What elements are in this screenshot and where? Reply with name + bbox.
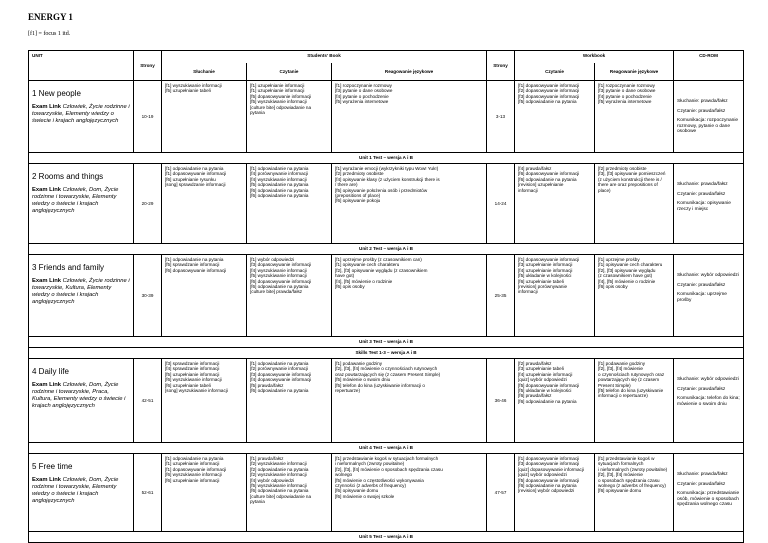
- test-band: Unit 5 Test – wersja A i B: [29, 532, 744, 543]
- list-item: Słuchanie: prawda/fałsz: [677, 99, 728, 104]
- list-item: Słuchanie: prawda/fałsz: [677, 182, 728, 187]
- exam-link-label: Exam Link: [32, 187, 61, 193]
- list-item: [f6] wyszukiwanie informacji: [165, 377, 222, 383]
- unit-row: [29, 81, 744, 153]
- unit-cell: [29, 164, 134, 244]
- list-item: [f4] opisywanie klasy (z użyciem konstrukcji there is: [335, 176, 440, 182]
- list-item: (z czasownikiem have got): [598, 273, 653, 279]
- wb-reagowanie-cell: [595, 255, 674, 337]
- unit-cell: [29, 454, 134, 532]
- sluchanie-cell: [162, 255, 247, 337]
- list-item: [f5] prawda/fałsz: [250, 382, 284, 388]
- list-item: [f4] wyszukiwanie informacji: [250, 267, 307, 273]
- list-item: [f5] wyszukiwanie informacji: [250, 273, 307, 279]
- list-item: [f5] układanie w kolejności: [518, 388, 572, 394]
- unit-rows: [29, 81, 744, 543]
- list-item: [f3] dopasowywanie informacji: [518, 461, 580, 467]
- list-item: [f1] rozpoczynanie rozmowy: [598, 83, 655, 88]
- list-item: [f3] pytanie o dane osobowe: [598, 88, 656, 94]
- test-band-row: [29, 348, 744, 359]
- list-item: [f1] dopasowywanie informacji: [518, 456, 580, 461]
- reagowanie-cell: [332, 359, 487, 443]
- header-sluchanie: Słuchanie: [162, 63, 247, 81]
- list-item: [f6] odpowiadanie na pytania: [250, 388, 309, 394]
- list-item: [f5] telefon do kina (uzyskiwanie informacji o: [335, 382, 425, 388]
- list-item: [f1] dopasowywanie informacji: [165, 171, 227, 177]
- list-item: [quiz] wybór odpowiedzi: [518, 472, 567, 478]
- list-item: [f3] dopasowywanie informacji: [250, 262, 312, 268]
- list-item: Słuchanie: prawda/fałsz: [677, 472, 728, 477]
- sluchanie-cell: [162, 81, 247, 153]
- list-item: [f1] uprzejme prośby (z czasownikiem can): [335, 257, 422, 262]
- list-item: sytuacjach formalnych: [598, 461, 644, 467]
- unit-title: 4 Daily life: [32, 367, 69, 376]
- exam-link: [32, 187, 130, 215]
- list-item: [f6] prawda/fałsz: [518, 393, 552, 399]
- list-item: informacji o repertuarze): [598, 393, 648, 399]
- header-wb-czytanie: Czytanie: [515, 63, 595, 81]
- exam-link-topics: Człowiek, Dom, Życie rodzinne i towarzyskie, Praca, Kultura, Elementy wiedzy o świecie i krajach anglojęzycznych: [32, 382, 126, 409]
- list-item: [f1] przedstawianie kogoś w: [598, 456, 655, 461]
- cdrom-cell: [674, 454, 744, 532]
- list-item: [f2], [f3], [f4] mówienie: [598, 472, 643, 478]
- unit-title: 1 New people: [32, 89, 81, 98]
- list-item: [f6] uzupełnianie tabeli: [518, 278, 564, 284]
- list-item: [f1] dopasowywanie informacji: [518, 83, 580, 88]
- list-item: [f3] dopasowywanie informacji: [250, 371, 312, 377]
- list-item: wolnego (z adverbs of frequency): [598, 483, 666, 489]
- list-item: i nieformalnych (zwroty powitalne): [598, 466, 668, 472]
- list-item: [f1] odpowiadanie na pytania: [250, 166, 309, 171]
- list-item: [f5] odpowiadanie na pytania: [518, 99, 577, 105]
- list-item: [f6] dopasowywanie informacji: [518, 171, 580, 177]
- test-band: Skills Test 1-3 – wersja A i B: [29, 348, 744, 359]
- list-item: [f6] odpowiadanie na pytania: [250, 193, 309, 199]
- list-item: [culture bite] odpowiadanie na: [250, 104, 312, 110]
- test-band-row: [29, 337, 744, 348]
- czytanie-cell: [247, 454, 332, 532]
- list-item: [f5] mówienie o swoim dniu: [335, 377, 391, 383]
- unit-row: [29, 255, 744, 337]
- list-item: [f4] uzupełnianie informacji: [518, 371, 573, 377]
- list-item: [f1] odpowiadanie na pytania: [165, 257, 224, 262]
- header-sb-pages: Strony: [134, 51, 162, 81]
- list-item: [f1] opisywanie cech charakteru: [335, 262, 400, 268]
- list-item: [f2] porównywanie informacji: [250, 366, 308, 372]
- exam-link: [32, 104, 130, 125]
- wb-czytanie-cell: [515, 81, 595, 153]
- list-item: [f3], [f3] opisywanie pomieszczeń: [598, 171, 666, 177]
- exam-link: [32, 278, 130, 306]
- list-item: [revision] wybór odpowiedzi: [518, 488, 575, 494]
- list-item: [f2] przedmioty osobiste: [335, 171, 384, 177]
- reagowanie-cell: [332, 255, 487, 337]
- list-item: Komunikacja: przedstawianie osób, mówienie o sposobach spędzania wolnego czasu: [677, 491, 740, 508]
- list-item: [f2] dopasowywanie informacji: [518, 88, 580, 94]
- list-item: [f5] dopasowywanie informacji: [518, 477, 580, 483]
- list-item: [f1] odpowiadanie na pytania: [165, 456, 224, 461]
- list-item: [f2] wyszukiwanie informacji: [250, 461, 307, 467]
- sb-pages-cell: 42-51: [134, 359, 162, 443]
- list-item: [f5] mówienie o częstotliwości wykonywania: [335, 477, 424, 483]
- list-item: [f3] dopasowywanie informacji: [518, 93, 580, 99]
- test-band-row: [29, 532, 744, 543]
- list-item: [f2], [f3], [f4] mówienie o sposobach spędzania czasu: [335, 466, 443, 472]
- list-item: [f3] uzupełnianie informacji: [518, 262, 573, 268]
- wb-czytanie-cell: [515, 454, 595, 532]
- list-item: Słuchanie: wybór odpowiedzi: [677, 273, 739, 278]
- wb-reagowanie-cell: [595, 81, 674, 153]
- list-item: [f6] uzupełnianie tabeli: [165, 382, 211, 388]
- list-item: Komunikacja: telefon do kina; mówienie o swoim dniu: [677, 396, 740, 407]
- wb-pages-cell: 14-24: [487, 164, 515, 244]
- list-item: [f1] wybór odpowiedzi: [250, 257, 295, 262]
- list-item: [f1] dopasowywanie informacji: [165, 466, 227, 472]
- unit-row: [29, 164, 744, 244]
- header-cdrom: CD-ROM: [674, 51, 744, 81]
- list-item: o sposobach spędzania czasu: [598, 477, 660, 483]
- list-item: [f2], [f3], [f4] mówienie: [598, 366, 643, 372]
- header-students-book: Students' Book: [162, 51, 487, 63]
- list-item: [f6] opisywanie domu: [598, 488, 642, 494]
- header-czytanie: Czytanie: [247, 63, 332, 81]
- list-item: informacji: [518, 289, 538, 295]
- list-item: [f5] wyszukiwanie informacji: [250, 99, 307, 105]
- list-item: [f1] odpowiadanie na pytania: [250, 361, 309, 366]
- list-item: [f4] prawda/fałsz: [518, 166, 552, 171]
- list-item: [f5] układanie w kolejności: [518, 273, 572, 279]
- list-item: wolnego: [335, 472, 353, 478]
- list-item: [f5] dopasowywanie informacji: [250, 93, 312, 99]
- list-item: [f6] uzupełnianie rysunku: [165, 176, 216, 182]
- list-item: [f5] wyrażenia internetowe: [335, 99, 389, 105]
- list-item: [f6] odpowiadanie na pytania: [250, 488, 309, 494]
- document-note: [f1] = focus 1 itd.: [28, 31, 71, 37]
- list-item: [f6] dopasowywanie informacji: [250, 278, 312, 284]
- unit-title: 5 Free time: [32, 462, 73, 471]
- exam-link-topics: Człowiek, Dom, Życie rodzinne i towarzyskie, Elementy wiedzy o świecie i krajach anglojęzycznych: [32, 187, 119, 214]
- test-band-row: [29, 244, 744, 255]
- czytanie-cell: [247, 81, 332, 153]
- list-item: [f1] opisywanie cech charakteru: [598, 262, 663, 268]
- list-item: [quiz] dopasowywanie informacji: [518, 466, 584, 472]
- list-item: [revision] porównywanie: [518, 284, 568, 290]
- list-item: [f1] wyrażanie emocji (wykrzykniki typu Wow! Yuk!): [335, 166, 439, 171]
- list-item: [song] sprawdzanie informacji: [165, 182, 226, 188]
- list-item: / there are): [335, 182, 358, 188]
- reagowanie-cell: [332, 454, 487, 532]
- list-item: [f1] uprzejme prośby: [598, 257, 640, 262]
- list-item: Present Simple): [598, 382, 631, 388]
- test-band-row: [29, 153, 744, 164]
- header-unit: UNIT: [29, 51, 134, 81]
- list-item: [f4] sprawdzanie informacji: [165, 366, 220, 372]
- test-band: Unit 3 Test – wersja A i B: [29, 337, 744, 348]
- list-item: [f2] wyszukiwanie informacji: [250, 472, 307, 478]
- list-item: [f5] odpowiadanie na pytania: [250, 182, 309, 188]
- unit-cell: [29, 255, 134, 337]
- list-item: have got): [335, 273, 355, 279]
- list-item: powtarzających się (z czasem: [598, 377, 660, 383]
- cdrom-cell: [674, 81, 744, 153]
- list-item: place): [598, 187, 611, 193]
- list-item: [f1] uzupełnianie informacji: [250, 88, 305, 94]
- list-item: Czytanie: prawda/fałsz: [677, 386, 726, 392]
- list-item: [quiz] wybór odpowiedzi: [518, 377, 567, 383]
- list-item: oraz powtarzających się (z czasem Present Simple): [335, 371, 441, 377]
- list-item: [song] wyszukiwanie informacji: [165, 388, 228, 394]
- sb-pages-cell: 20-29: [134, 164, 162, 244]
- wb-pages-cell: 36-46: [487, 359, 515, 443]
- test-band: Unit 2 Test – wersja A i B: [29, 244, 744, 255]
- list-item: [f6] opisywanie domu: [335, 488, 379, 494]
- unit-title: 3 Friends and family: [32, 263, 105, 272]
- list-item: [f6] odpowiadanie na pytania: [250, 284, 309, 290]
- list-item: [f2], [f3] opisywanie wyglądu (z czasownikiem: [335, 267, 428, 273]
- header-wb-pages: Strony: [487, 51, 515, 81]
- list-item: [f6] opisywanie pokoju: [335, 198, 381, 204]
- list-item: [f5] uzupełnianie informacji: [165, 371, 220, 377]
- list-item: [f4], [f5] mówienie o rodzinie: [335, 278, 393, 284]
- list-item: o czynnościach rutynowych oraz: [598, 371, 665, 377]
- list-item: [revision] uzupełnianie: [518, 182, 564, 188]
- list-item: [f4] uzupełnianie informacji: [518, 267, 573, 273]
- list-item: [f3] pytanie o dane osobowe: [335, 88, 393, 94]
- list-item: [f6] dopasowywanie informacji: [165, 267, 227, 273]
- list-item: [f5] dopasowywanie informacji: [518, 382, 580, 388]
- cdrom-cell: [674, 359, 744, 443]
- reagowanie-cell: [332, 164, 487, 244]
- wb-reagowanie-cell: [595, 359, 674, 443]
- list-item: czynności (z adverbs of frequency): [335, 483, 406, 489]
- list-item: [f1] prawda/fałsz: [250, 456, 284, 461]
- wb-pages-cell: 25-35: [487, 255, 515, 337]
- list-item: Czytanie: prawda/fałsz: [677, 108, 726, 114]
- sluchanie-cell: [162, 359, 247, 443]
- list-item: Komunikacja: opisywanie rzeczy i miejsc: [677, 201, 731, 212]
- list-item: [f3] sprawdzanie informacji: [165, 361, 220, 366]
- list-item: [f2], [f3] opisywanie wyglądu: [598, 267, 656, 273]
- list-item: (prepositions of place): [335, 193, 381, 199]
- syllabus-table: [28, 50, 744, 543]
- list-item: [f5] wyrażenia internetowe: [598, 99, 652, 105]
- list-item: [f6] odpowiadanie na pytania: [518, 176, 577, 182]
- list-item: Słuchanie: wybór odpowiedzi: [677, 377, 739, 382]
- wb-pages-cell: 47-57: [487, 454, 515, 532]
- list-item: [f6] opis osoby: [598, 284, 628, 290]
- sb-pages-cell: 30-39: [134, 255, 162, 337]
- test-band: Unit 4 Test – wersja A i B: [29, 443, 744, 454]
- sb-pages-cell: 52-61: [134, 454, 162, 532]
- list-item: i nieformalnych (zwroty powitalne): [335, 461, 405, 467]
- exam-link-label: Exam Link: [32, 477, 61, 483]
- list-item: [f4], [f5] mówienie o rodzinie: [598, 278, 656, 284]
- list-item: pytania: [250, 110, 265, 116]
- exam-link: [32, 382, 130, 410]
- list-item: [f6] opis osoby: [335, 284, 365, 290]
- sb-pages-cell: 10-19: [134, 81, 162, 153]
- unit-title: 2 Rooms and things: [32, 172, 104, 181]
- exam-link-label: Exam Link: [32, 104, 61, 110]
- header-reagowanie: Reagowanie językowe: [332, 63, 487, 81]
- list-item: [f2] prawda/fałsz: [518, 361, 552, 366]
- list-item: [culture bite] prawda/fałsz: [250, 289, 303, 295]
- wb-reagowanie-cell: [595, 454, 674, 532]
- list-item: [f1] wyszukiwanie informacji: [165, 83, 222, 88]
- list-item: [f4] wybór odpowiedzi: [250, 477, 295, 483]
- list-item: [f4] dopasowywanie informacji: [250, 377, 312, 383]
- unit-row: [29, 454, 744, 532]
- list-item: informacji: [518, 187, 538, 193]
- unit-cell: [29, 81, 134, 153]
- list-item: [f4] pytanie o pochodzenie: [335, 93, 389, 99]
- list-item: [f5] sprawdzanie informacji: [165, 262, 220, 268]
- list-item: [f1] uzupełnianie informacji: [165, 461, 220, 467]
- exam-link: [32, 477, 130, 505]
- cdrom-cell: [674, 255, 744, 337]
- list-item: [f4] pytanie o pochodzenie: [598, 93, 652, 99]
- test-band-row: [29, 443, 744, 454]
- list-item: [f5] telefon do kina (uzyskiwanie: [598, 388, 664, 394]
- list-item: [f2], [f3], [f4] mówienie o czynnościach rutynowych: [335, 366, 438, 372]
- wb-reagowanie-cell: [595, 164, 674, 244]
- list-item: [f1] podawanie godziny: [598, 361, 646, 366]
- sluchanie-cell: [162, 454, 247, 532]
- wb-czytanie-cell: [515, 164, 595, 244]
- header-wb-reagowanie: Reagowanie językowe: [595, 63, 674, 81]
- list-item: [f6] odpowiadanie na pytania: [518, 398, 577, 404]
- list-item: [f2] odpowiadanie na pytania: [250, 466, 309, 472]
- exam-link-topics: Człowiek, Życie rodzinne i towarzyskie, Kultura, Elementy wiedzy o świecie i krajach anglojęzycznych: [32, 278, 130, 305]
- list-item: [f1] przedstawianie kogoś w sytuacjach formalnych: [335, 456, 439, 461]
- list-item: [f6] wyszukiwanie informacji: [165, 472, 222, 478]
- reagowanie-cell: [332, 81, 487, 153]
- list-item: [f1] odpowiadanie na pytania: [165, 166, 224, 171]
- list-item: [f1] uzupełnianie informacji: [250, 83, 305, 88]
- list-item: [f1] rozpoczynanie rozmowy: [335, 83, 392, 88]
- list-item: [culture bite] odpowiadanie na: [250, 493, 312, 499]
- list-item: [f5] wyszukiwanie informacji: [250, 483, 307, 489]
- list-item: Komunikacja: uprzejme prośby: [677, 292, 727, 303]
- wb-czytanie-cell: [515, 255, 595, 337]
- header-workbook: Workbook: [515, 51, 674, 63]
- list-item: [f1] dopasowywanie informacji: [518, 257, 580, 262]
- list-item: (z użyciem konstrukcji there is /: [598, 176, 662, 182]
- wb-pages-cell: 3-13: [487, 81, 515, 153]
- exam-link-topics: Człowiek, Dom, Życie rodzinne i towarzyskie, Elementy wiedzy o świecie i krajach anglojęzycznych: [32, 477, 119, 504]
- czytanie-cell: [247, 164, 332, 244]
- document-title: ENERGY 1: [28, 12, 73, 22]
- cdrom-cell: [674, 164, 744, 244]
- list-item: [f6] uzupełnianie informacji: [165, 477, 220, 483]
- list-item: [f4] porównywanie informacji: [250, 171, 308, 177]
- list-item: [f3] uzupełnianie tabeli: [518, 366, 564, 372]
- list-item: there are oraz prepositions of: [598, 182, 658, 188]
- sluchanie-cell: [162, 164, 247, 244]
- wb-czytanie-cell: [515, 359, 595, 443]
- list-item: [f5] opisywanie położenia osób i przedmiotów: [335, 187, 428, 193]
- list-item: Czytanie: prawda/fałsz: [677, 282, 726, 288]
- unit-cell: [29, 359, 134, 443]
- exam-link-label: Exam Link: [32, 278, 61, 284]
- czytanie-cell: [247, 359, 332, 443]
- list-item: [f6] mówienie o swojej szkole: [335, 493, 395, 499]
- list-item: Czytanie: prawda/fałsz: [677, 481, 726, 487]
- list-item: [f4] wyszukiwanie informacji: [250, 176, 307, 182]
- list-item: [f5] uzupełnianie tabeli: [165, 88, 211, 94]
- unit-row: [29, 359, 744, 443]
- exam-link-topics: Człowiek, Życie rodzinne i towarzyskie, Elementy wiedzy o świecie i krajach anglojęzycznych: [32, 104, 130, 124]
- czytanie-cell: [247, 255, 332, 337]
- list-item: [f6] odpowiadanie na pytania: [518, 483, 577, 489]
- list-item: pytania: [250, 499, 265, 505]
- list-item: repertuarze): [335, 388, 361, 394]
- list-item: [f2] przedmioty osobiste: [598, 166, 647, 171]
- list-item: [f6] odpowiadanie na pytania: [250, 187, 309, 193]
- test-band: Unit 1 Test – wersja A i B: [29, 153, 744, 164]
- exam-link-label: Exam Link: [32, 382, 61, 388]
- list-item: [f1] podawanie godziny: [335, 361, 382, 366]
- list-item: Czytanie: prawda/fałsz: [677, 191, 726, 197]
- list-item: Komunikacja: rozpoczynanie rozmowy, pytanie o dane osobowe: [677, 118, 739, 135]
